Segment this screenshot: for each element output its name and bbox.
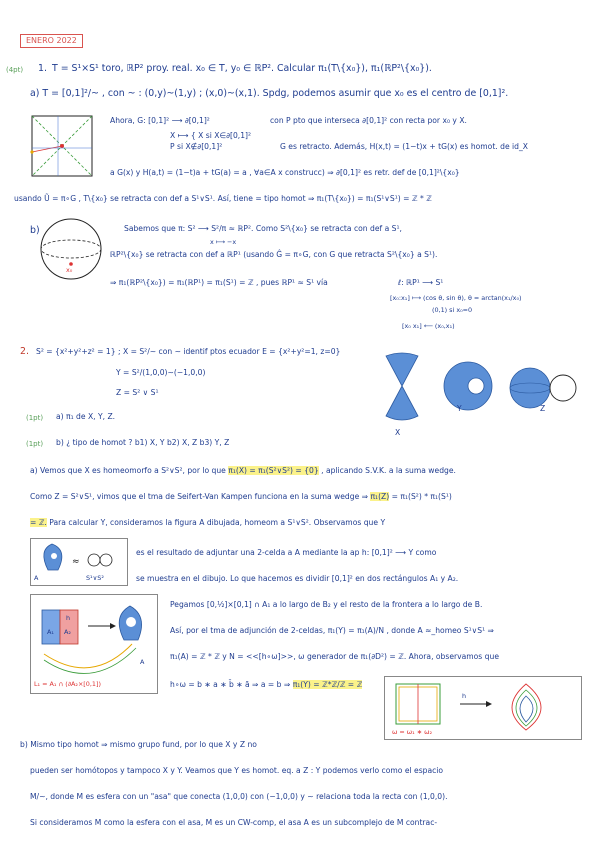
sol-line10: b) Mismo tipo homot ⇒ mismo grupo fund, por lo que X y Z no xyxy=(20,740,257,749)
part-a-line2a: Ahora, G: [0,1]² ⟶ ∂[0,1]² xyxy=(110,116,210,125)
sol-line2 xyxy=(30,492,452,502)
part-b-line2: ℝP²\{x₀} se retracta con def a ℝP¹ (usando Ĝ = π∘G, con G que retracta S²\{x₀} a S¹). xyxy=(110,250,438,259)
sol-line4: es el resultado de adjuntar una 2-celda a A mediante la ap h: [0,1]² ⟶ Y como xyxy=(136,548,437,557)
part-a-line3c: G es retracto. Además, H(x,t) = (1−t)x + tG(x) es homot. de id_X xyxy=(280,142,528,151)
sol-line12: M/~, donde M es esfera con un "asa" que conecta (1,0,0) con (−1,0,0) y ~ relaciona toda la recta con (1,0,0). xyxy=(30,792,448,801)
problem-2-line3: Z = S² ∨ S¹ xyxy=(116,388,159,397)
sol-line3 xyxy=(30,518,385,528)
part-b-antipodal-map: x ⟼ −x xyxy=(210,238,237,246)
sol-line1-highlight: π₁(X) = π₁(S²∨S²) = {0} xyxy=(228,466,319,475)
q-a-text: a) π₁ de X, Y, Z. xyxy=(56,412,116,421)
sol-line7: Así, por el tma de adjunción de 2-celdas, π₁(Y) = π₁(A)/N , donde A ≈_homeo S¹∨S¹ ⇒ xyxy=(170,626,494,635)
space-y-label: Y xyxy=(457,404,462,413)
figure-adjunction-caption: L₁ = A₁ ∩ (∂A₂×[0,1]) xyxy=(34,680,101,688)
part-b-map-def: [x₀:x₁] ⟼ (cos θ, sin θ), θ = arctan(x₁/x₀) xyxy=(390,294,522,302)
sol-line2-highlight: π₁(Z) xyxy=(370,492,390,501)
space-z-label: Z xyxy=(540,404,546,413)
figure-adjunction-a2: A₂ xyxy=(64,628,71,636)
sol-line9-highlight: π₁(Y) = ℤ*ℤ/ℤ = ℤ xyxy=(292,680,363,689)
sol-line3-b: Para calcular Y, consideramos la figura A dibujada, homeom a S¹∨S². Observamos que Y xyxy=(46,518,386,527)
part-b-inverse-map: [x₀ x₁] ⟵ (x₀,x₁) xyxy=(402,322,455,330)
sol-line1 xyxy=(30,466,456,476)
part-a-line5: usando Ũ = π∘G , T\{x₀} se retracta con def a S¹∨S¹. Así, tiene = tipo homot ⇒ π₁(T\{x₀}) = π₁(S¹∨S¹) = ℤ * ℤ xyxy=(14,194,432,203)
points-label: (4pt) xyxy=(6,66,24,74)
figure-loop-h: h xyxy=(462,692,467,700)
sol-line2-a: Como Z = S²∨S¹, vimos que el tma de Seifert-Van Kampen funciona en la suma wedge ⇒ xyxy=(30,492,371,501)
figure-adjunction-h: h xyxy=(66,614,71,622)
part-a-line3a: X ⟼ { X si X∈∂[0,1]² xyxy=(170,131,252,140)
square-retraction-figure xyxy=(18,108,100,190)
figure-adjunction-a1: A₁ xyxy=(47,628,54,636)
sol-line11: pueden ser homótopos y tampoco X y Y. Veamos que Y es homot. eq. a Z : Y podemos verlo como el espacio xyxy=(30,766,444,775)
exam-date-label: ENERO 2022 xyxy=(20,34,83,48)
q-b-text: b) ¿ tipo de homot ? b1) X, Y b2) X, Z b3) Y, Z xyxy=(56,438,230,447)
sphere-point-label: x₀ xyxy=(66,266,73,274)
problem-1-statement: T = S¹×S¹ toro, ℝP² proy. real. x₀ ∈ T, y₀ ∈ ℝP². Calcular π₁(T\{x₀}), π₁(ℝP²\{x₀}). xyxy=(52,63,432,74)
sol-line9-a: h∘ω = b ∗ a ∗ b̄ ∗ ā ⇒ a = b ⇒ xyxy=(170,680,293,689)
part-b-line3b: ℓ: ℝP¹ ⟶ S¹ xyxy=(398,278,444,287)
sol-line8: π₁(A) = ℤ * ℤ y N = <<[h∘ω]>>, ω generador de π₁(∂D²) = ℤ. Ahora, observamos que xyxy=(170,652,499,661)
problem-2-line1: S² = {x²+y²+z² = 1} ; X = S²/~ con ~ identif ptos ecuador E = {x²+y²=1, z=0} xyxy=(36,347,341,356)
figure-loop-caption: ω = ω₁ ∗ ω₂ xyxy=(392,728,433,736)
sol-line1-b: , aplicando S.V.K. a la suma wedge. xyxy=(318,466,456,475)
figure-adjunction-a: A xyxy=(140,658,145,666)
sol-line5: se muestra en el dibujo. Lo que hacemos es dividir [0,1]² en dos rectángulos A₁ y A₂. xyxy=(136,574,459,583)
sol-line9 xyxy=(170,680,362,690)
sol-line13: Si consideramos M como la esfera con el asa, M es un CW-comp, el asa A es un subcomplejo de M contrac- xyxy=(30,818,438,827)
sol-line2-b: = π₁(S²) * π₁(S¹) xyxy=(389,492,452,501)
spaces-xyz-figure xyxy=(380,350,580,438)
part-b-line1: Sabemos que π: S² ⟶ S²/π ≈ ℝP². Como S²\{x₀} se retracta con def a S¹, xyxy=(124,224,402,233)
part-a-line3b: P si X∉∂[0,1]² xyxy=(170,142,223,151)
q-a-points: (1pt) xyxy=(26,414,44,422)
sol-line6: Pegamos [0,½]×[0,1] ∩ A₁ a lo largo de B₂ y el resto de la frontera a lo largo de B. xyxy=(170,600,483,609)
problem-2-line2: Y = S²/(1,0,0)~(−1,0,0) xyxy=(116,368,206,377)
figure-a-equivalence: S¹∨S² xyxy=(86,574,104,582)
figure-adjunction-drawing xyxy=(32,596,154,690)
figure-a-drawing xyxy=(32,540,124,582)
q-b-points: (1pt) xyxy=(26,440,44,448)
svg-text:≈: ≈ xyxy=(72,557,80,567)
part-b-label: b) xyxy=(30,225,40,236)
part-a-line4: a G(x) y H(a,t) = (1−t)a + tG(a) = a , ∀a∈A x construcc) ⇒ ∂[0,1]² es retr. def de [0,1]²\{x₀} xyxy=(110,168,460,177)
sol-line1-a: a) Vemos que X es homeomorfo a S²∨S², por lo que xyxy=(30,466,229,475)
problem-2-number: 2. xyxy=(20,346,29,357)
space-x-label: X xyxy=(395,428,401,437)
part-b-line3a: ⇒ π₁(ℝP²\{x₀}) = π₁(ℝP¹) = π₁(S¹) = ℤ , pues ℝP¹ ≈ S¹ vía xyxy=(110,278,328,287)
sol-line3-highlight: = ℤ. xyxy=(30,518,47,527)
figure-a-label: A xyxy=(34,574,39,582)
part-b-map-case: (0,1) si x₀=0 xyxy=(432,306,473,314)
part-a-line1: a) T = [0,1]²/~ , con ~ : (0,y)~(1,y) ; (x,0)~(x,1). Spdg, podemos asumir que x₀ es el centro de [0,1]². xyxy=(30,88,509,99)
problem-1-number: 1. xyxy=(38,63,47,74)
part-a-line2b: con P pto que interseca ∂[0,1]² con recta por x₀ y X. xyxy=(270,116,467,125)
